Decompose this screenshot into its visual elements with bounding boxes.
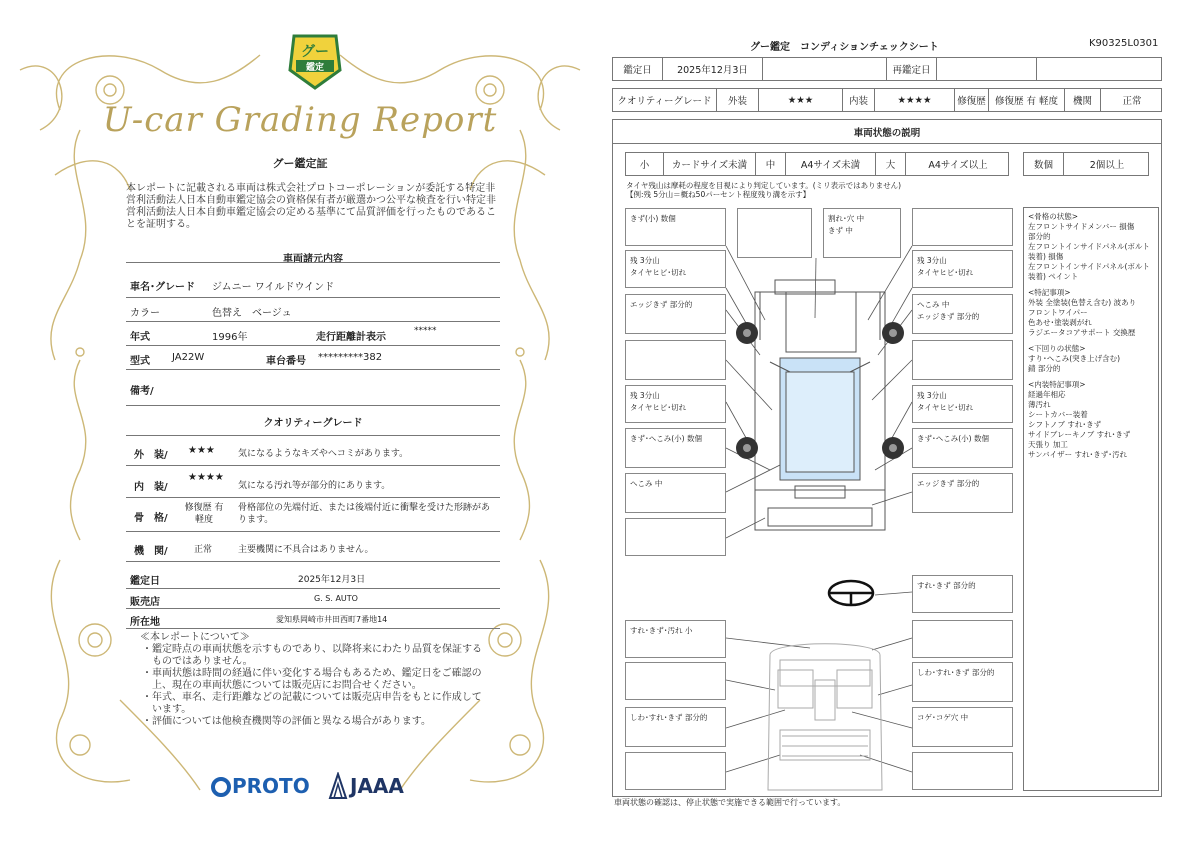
notes-line: すり･へこみ(突き上げ含む) — [1028, 354, 1121, 363]
remarks-row — [126, 370, 500, 406]
frame-label: 骨 格/ — [134, 513, 168, 524]
year-mileage-row — [126, 322, 500, 346]
engine-description: 主要機関に不具合はありません。 — [238, 545, 374, 555]
annotation-text: 残 3分山 タイヤヒビ･切れ — [630, 256, 687, 277]
frame-row — [126, 498, 500, 532]
annotation-box — [625, 428, 726, 468]
notes-block — [1028, 212, 1150, 282]
notes-line: サイドブレーキノブ すれ･きず — [1028, 430, 1131, 439]
color-row — [126, 298, 500, 322]
exterior-label: 外 装/ — [134, 450, 168, 461]
size-mid-desc: A4サイズ未満 — [786, 153, 876, 175]
shop-value: G. S. AUTO — [314, 594, 358, 603]
annotation-box — [912, 575, 1013, 613]
interior-row — [126, 466, 500, 498]
condition-heading: 車両状態の説明 — [613, 120, 1161, 144]
engine-row — [126, 532, 500, 562]
sheet-title: グー鑑定 コンディションチェックシート — [750, 42, 939, 53]
notes-line: サンバイザー すれ･きず･汚れ — [1028, 450, 1127, 459]
notes-line: シートカバー装着 — [1028, 410, 1088, 419]
annotation-text: きず(小) 数個 — [630, 214, 676, 223]
annotation-text: しわ･すれ･きず 部分的 — [630, 713, 708, 722]
interior-description: 気になる汚れ等が部分的にあります。 — [238, 481, 391, 491]
annotation-text: 残 3分山 タイヤヒビ･切れ — [917, 391, 974, 412]
note-item: ・車両状態は時間の経過に伴い変化する場合もあるため、鑑定日をご確認の上、現在の車両状態については販売店にお問合せください。 — [142, 668, 482, 691]
notes-line: 錆 部分的 — [1028, 364, 1061, 373]
svg-text:グー: グー — [301, 44, 329, 60]
annotation-text: エッジきず 部分的 — [630, 300, 693, 309]
annotation-text: エッジきず 部分的 — [917, 479, 980, 488]
notes-block — [1028, 288, 1150, 338]
annotation-box — [625, 250, 726, 288]
ext-value: ★★★ — [759, 89, 843, 111]
date-label: 鑑定日 — [613, 58, 663, 80]
chassis-label: 車台番号 — [266, 356, 306, 367]
annotation-text: 残 3分山 タイヤヒビ･切れ — [917, 256, 974, 277]
annotation-box — [823, 208, 901, 258]
color-label: カラー — [130, 308, 160, 319]
annotation-box — [912, 208, 1013, 246]
shop-row — [126, 589, 500, 609]
annotation-box — [912, 752, 1013, 790]
size-small: 小 — [626, 153, 664, 175]
model-value: JA22W — [172, 352, 205, 363]
svg-text:鑑定: 鑑定 — [305, 63, 325, 73]
name-grade-label: 車名･グレード — [130, 282, 195, 293]
notes-line: 天張り 加工 — [1028, 440, 1068, 449]
int-label: 内装 — [843, 89, 875, 111]
notes-title: ≪本レポートについて≫ — [140, 632, 250, 643]
annotation-text: コゲ･コゲ穴 中 — [917, 713, 969, 722]
note-item: ・鑑定時点の車両状態を示すものであり、以降将来にわたり品質を保証するものではありません。 — [142, 644, 482, 667]
notes-line: 左フロントインサイドパネル(ボルト — [1028, 242, 1150, 251]
proto-logo-icon — [210, 776, 232, 798]
notes-line: <骨格の状態> — [1028, 212, 1079, 221]
notes-line: 装着) 損傷 — [1028, 252, 1064, 261]
sheet-code: K90325L0301 — [1089, 38, 1159, 49]
engine-value: 正常 — [194, 545, 213, 555]
notes-block — [1028, 344, 1150, 374]
footer-logos — [210, 770, 420, 802]
ext-label: 外装 — [717, 89, 759, 111]
jaaa-logo-icon — [328, 772, 348, 800]
interior-stars: ★★★★ — [188, 472, 224, 483]
remarks-label: 備考/ — [130, 386, 154, 397]
chassis-value: *********382 — [318, 352, 383, 363]
date-value: 2025年12月3日 — [663, 58, 763, 80]
spec-top-rule — [126, 262, 500, 263]
annotation-box — [912, 385, 1013, 423]
address-label: 所在地 — [130, 617, 160, 628]
frame-description: 骨格部位の先端付近、または後端付近に衝撃を受けた形跡があります。 — [238, 503, 491, 525]
annotation-text: へこみ 中 エッジきず 部分的 — [917, 300, 980, 321]
notes-line: 装着) ペイント — [1028, 272, 1079, 281]
proto-logo-text: PROTO — [232, 774, 310, 798]
model-chassis-row — [126, 346, 500, 370]
notes-line: <下回りの状態> — [1028, 344, 1086, 353]
engine-value: 正常 — [1122, 96, 1142, 107]
annotation-text: 割れ･穴 中 きず 中 — [828, 214, 865, 235]
appraisal-date-value: 2025年12月3日 — [298, 575, 366, 585]
report-notes — [140, 632, 490, 728]
note-item: ・年式、車名、走行距離などの記載については販売店申告をもとに作成しています。 — [142, 692, 482, 715]
repair-value: 修復歴 有 軽度 — [989, 89, 1065, 111]
annotation-box — [625, 473, 726, 513]
annotation-box — [625, 340, 726, 380]
notes-line: 部分的 — [1028, 232, 1051, 241]
quality-section-heading: クオリティーグレード — [263, 418, 363, 429]
frame-value: 修復歴 有 軽度 — [184, 503, 224, 525]
notes-line: 経過年相応 — [1028, 390, 1066, 399]
color-value: 色替え ベージュ — [212, 308, 292, 319]
spec-section-heading: 車両諸元内容 — [283, 254, 343, 265]
year-value: 1996年 — [212, 332, 248, 343]
notes-line: 左フロントサイドメンバー 損傷 — [1028, 222, 1135, 231]
annotation-box — [912, 294, 1013, 334]
tire-note-1: タイヤ残山は摩耗の程度を目視により判定しています。(ミリ表示ではありません) — [626, 181, 902, 190]
notes-line: フロントワイパー — [1028, 308, 1088, 317]
notes-line: 外装 全塗装(色替え含む) 波あり — [1028, 298, 1137, 307]
sheet-footnote: 車両状態の確認は、停止状態で実施できる範囲で行っています。 — [614, 798, 846, 807]
note-item: ・評価については他検査機関等の評価と異なる場合があります。 — [142, 716, 431, 727]
annotation-box — [912, 707, 1013, 747]
mileage-value: ***** — [414, 326, 437, 336]
exterior-row — [126, 436, 500, 466]
annotation-box — [625, 294, 726, 334]
annotation-box — [912, 340, 1013, 380]
jaaa-logo-text: JAAA — [350, 774, 404, 798]
year-label: 年式 — [130, 332, 150, 343]
notes-line: <特記事項> — [1028, 288, 1071, 297]
condition-notes — [1028, 212, 1150, 466]
redate-label: 再鑑定日 — [887, 58, 937, 80]
annotation-box — [912, 473, 1013, 513]
steering-wheel-icon — [829, 581, 873, 605]
annotation-text: へこみ 中 — [630, 479, 663, 488]
name-grade-row — [126, 272, 500, 298]
condition-check-sheet — [600, 0, 1200, 848]
notes-block — [1028, 380, 1150, 460]
notes-line: <内装特記事項> — [1028, 380, 1086, 389]
model-label: 型式 — [130, 356, 150, 367]
notes-line: ラジエータコアサポート 交換歴 — [1028, 328, 1136, 337]
appraisal-date-row — [126, 567, 500, 589]
annotation-box — [625, 385, 726, 423]
annotation-text: すれ･きず･汚れ 小 — [630, 626, 693, 635]
address-value: 愛知県岡崎市井田西町7番地14 — [276, 615, 388, 624]
annotation-text: 残 3分山 タイヤヒビ･切れ — [630, 391, 687, 412]
size-large-desc: A4サイズ以上 — [928, 160, 988, 171]
grade-label: クオリティーグレード — [613, 89, 717, 111]
count-label: 数個 — [1024, 153, 1064, 175]
annotation-box — [625, 662, 726, 700]
annotation-box — [625, 518, 726, 556]
notes-line: シフトノブ すれ･きず — [1028, 420, 1102, 429]
mileage-label: 走行距離計表示 — [316, 332, 386, 343]
annotation-box — [625, 620, 726, 658]
tire-note-2: 【例:残 5分山＝概ね50パーセント程度残り溝を示す】 — [626, 190, 811, 199]
annotation-box — [625, 752, 726, 790]
notes-line: 左フロントインサイドパネル(ボルト — [1028, 262, 1150, 271]
annotation-text: しわ･すれ･きず 部分的 — [917, 668, 995, 677]
engine-label: 機関 — [1065, 89, 1101, 111]
count-desc: 2個以上 — [1089, 160, 1125, 171]
name-grade-value: ジムニー ワイルドウインド — [212, 282, 335, 293]
size-small-desc: カードサイズ未満 — [664, 153, 756, 175]
annotation-box — [912, 662, 1013, 702]
certificate-title: グー鑑定証 — [272, 157, 328, 170]
annotation-box — [625, 208, 726, 246]
engine-label: 機 関/ — [134, 546, 168, 557]
address-row — [126, 609, 500, 629]
int-value: ★★★★ — [875, 89, 955, 111]
certificate-statement: 本レポートに記載される車両は株式会社プロトコーポレーションが委託する特定非営利活動法人日本自動車鑑定協会の資格保有者が厳選かつ公平な検査を行い特定非営利活動法人日本自動車鑑定協会の定める基準にて品質評価を行ったものであることを証明する。 — [126, 183, 496, 230]
annotation-box — [912, 620, 1013, 658]
annotation-box — [912, 250, 1013, 288]
annotation-box — [737, 208, 812, 258]
annotation-text: きず･へこみ(小) 数個 — [917, 434, 989, 443]
interior-label: 内 装/ — [134, 482, 168, 493]
quality-top-rule — [126, 426, 500, 436]
goo-appraisal-badge-icon — [286, 30, 344, 92]
exterior-stars: ★★★ — [188, 445, 215, 456]
repair-label: 修復歴 — [955, 89, 989, 111]
annotation-text: きず･へこみ(小) 数個 — [630, 434, 702, 443]
annotation-box — [625, 707, 726, 747]
size-large: 大 — [876, 153, 906, 175]
size-mid: 中 — [756, 153, 786, 175]
annotation-box — [912, 428, 1013, 468]
shop-label: 販売店 — [130, 597, 160, 608]
appraisal-date-label: 鑑定日 — [130, 576, 160, 587]
annotation-text: すれ･きず 部分的 — [917, 581, 976, 590]
notes-line: 色あせ･塗装剥がれ — [1028, 318, 1092, 327]
exterior-description: 気になるようなキズやヘコミがあります。 — [238, 449, 409, 459]
condition-notes-panel — [1023, 207, 1159, 791]
notes-line: 薄汚れ — [1028, 400, 1051, 409]
report-script-title: U-car Grading Report — [102, 100, 498, 140]
